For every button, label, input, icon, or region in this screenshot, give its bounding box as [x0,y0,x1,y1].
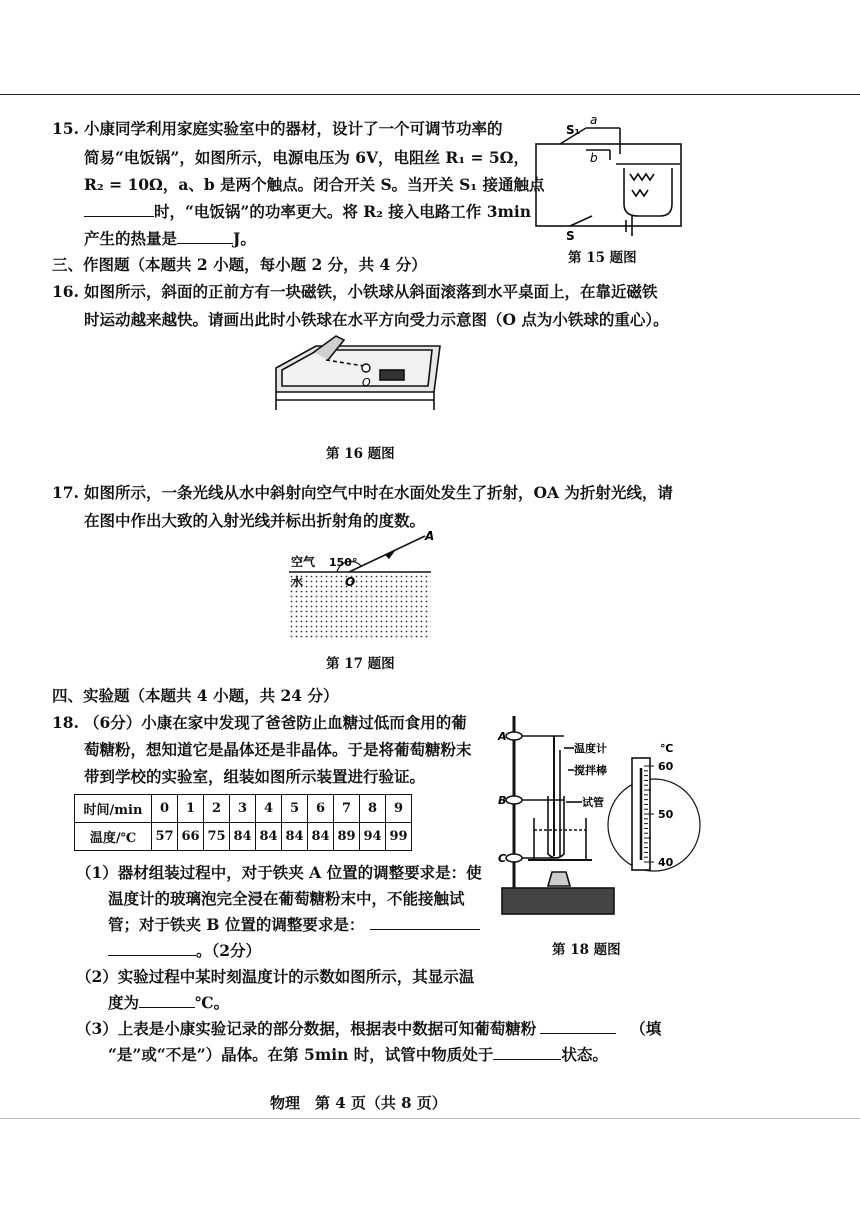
q15-number: 15. [52,119,79,138]
q15-line1: 小康同学利用家庭实验室中的器材，设计了一个可调节功率的 [84,119,503,138]
table-cell: 1 [178,795,204,823]
q17-refraction-figure [285,530,435,640]
q18-p2-line2: 度为 ℃。 [108,993,230,1012]
table-cell: 7 [334,795,360,823]
table-row-temp [75,823,412,851]
q15-label-b: b [590,151,598,165]
q17-label-angle: 150° [329,556,358,569]
table-header-time: 时间/min [75,795,152,823]
q18-number: 18. [52,713,79,732]
q15-figure-caption: 第 15 题图 [568,250,637,266]
section3-heading: 三、作图题（本题共 2 小题，每小题 2 分，共 4 分） [52,255,427,274]
q18-line2: 萄糖粉，想知道它是晶体还是非晶体。于是将葡萄糖粉末 [84,740,472,759]
q18-label-thermometer: 温度计 [574,742,607,755]
table-cell: 9 [386,795,412,823]
q17-number: 17. [52,483,79,502]
q18-line3: 带到学校的实验室，组装如图所示装置进行验证。 [84,767,426,786]
q18-label-stirrer: 搅拌棒 [574,764,607,777]
q18-p3-line2: “是”或“不是”）晶体。在第 5min 时，试管中物质处于 状态。 [108,1045,608,1064]
page-bottom-border [0,1118,860,1119]
q18-figure-caption: 第 18 题图 [552,942,621,958]
table-cell: 84 [282,823,308,851]
table-cell: 3 [230,795,256,823]
table-cell: 66 [178,823,204,851]
table-cell: 84 [256,823,282,851]
table-cell: 0 [152,795,178,823]
q17-line2: 在图中作出大致的入射光线并标出折射角的度数。 [84,511,426,530]
q17-label-a: A [425,529,435,543]
table-header-temp: 温度/℃ [75,823,152,851]
q16-point-o: O [362,376,371,389]
table-cell: 2 [204,795,230,823]
table-cell: 8 [360,795,386,823]
q17-label-air: 空气 [291,555,316,569]
q17-label-water: 水 [291,575,304,589]
q15-circuit-figure [530,112,690,243]
q18-p3-line1: （3）上表是小康实验记录的部分数据，根据表中数据可知葡萄糖粉 （填 [76,1019,662,1038]
q15-blank-contact[interactable] [84,200,154,217]
q15-label-a: a [590,113,598,127]
table-row-time [75,795,412,823]
q18-p1-line4: 。（2分） [108,938,261,964]
page-footer: 物理 第 4 页（共 8 页） [270,1094,447,1112]
q18-apparatus-figure [494,710,704,925]
q18-label-clamp-b: B [498,794,507,807]
table-cell: 4 [256,795,282,823]
q16-line2: 时运动越来越快。请画出此时小铁球在水平方向受力示意图（O 点为小铁球的重心）。 [84,310,669,329]
section4-heading: 四、实验题（本题共 4 小题，共 24 分） [52,686,339,705]
q18-label-unit: ℃ [660,742,674,755]
q18-line1: （6分）小康在家中发现了爸爸防止血糖过低而食用的葡 [84,713,467,732]
table-cell: 89 [334,823,360,851]
q15-line3: R₂ = 10Ω，a、b 是两个触点。闭合开关 S。当开关 S₁ 接通触点 [84,175,545,194]
table-cell: 94 [360,823,386,851]
q15-line5: 产生的热量是 J。 [84,229,256,248]
q18-scale-40: 40 [658,856,674,869]
q16-number: 16. [52,282,79,301]
page-top-border [0,94,860,95]
q15-label-s: S [566,229,575,243]
q18-p1-line3: 管；对于铁夹 B 位置的调整要求是： [108,912,480,938]
table-cell: 75 [204,823,230,851]
q18-blank-state[interactable] [493,1043,561,1060]
q18-blank-clamp-b-2[interactable] [108,939,196,956]
q18-blank-temperature[interactable] [139,991,195,1008]
q16-figure-caption: 第 16 题图 [326,446,395,462]
table-cell: 99 [386,823,412,851]
q15-line2: 简易“电饭锅”，如图所示，电源电压为 6V，电阻丝 R₁ = 5Ω， [84,148,529,167]
q18-scale-60: 60 [658,760,674,773]
q15-blank-heat[interactable] [177,227,233,244]
q18-data-table [74,794,412,851]
q17-line1: 如图所示，一条光线从水中斜射向空气中时在水面处发生了折射，OA 为折射光线，请 [84,483,673,502]
q18-p2-line1: （2）实验过程中某时刻温度计的示数如图所示，其显示温 [76,967,475,986]
q18-blank-crystal[interactable] [540,1017,616,1034]
table-cell: 6 [308,795,334,823]
q18-label-clamp-a: A [498,730,507,743]
table-cell: 84 [230,823,256,851]
q15-line4: 时，“电饭锅”的功率更大。将 R₂ 接入电路工作 3min [84,199,531,225]
table-cell: 57 [152,823,178,851]
q18-blank-clamp-b-1[interactable] [370,913,480,930]
q16-table-figure [268,330,448,420]
q18-p1-line1: （1）器材组装过程中，对于铁夹 A 位置的调整要求是：使 [76,863,482,882]
q17-label-o: O [345,575,356,589]
q18-label-tube: 试管 [582,796,604,809]
table-cell: 5 [282,795,308,823]
q16-line1: 如图所示，斜面的正前方有一块磁铁，小铁球从斜面滚落到水平桌面上，在靠近磁铁 [84,282,658,301]
q17-figure-caption: 第 17 题图 [326,656,395,672]
q18-scale-50: 50 [658,808,674,821]
q18-p1-line2: 温度计的玻璃泡完全浸在葡萄糖粉末中，不能接触试 [108,889,465,908]
q18-label-clamp-c: C [498,852,507,865]
q15-label-s1: S₁ [566,123,580,137]
table-cell: 84 [308,823,334,851]
